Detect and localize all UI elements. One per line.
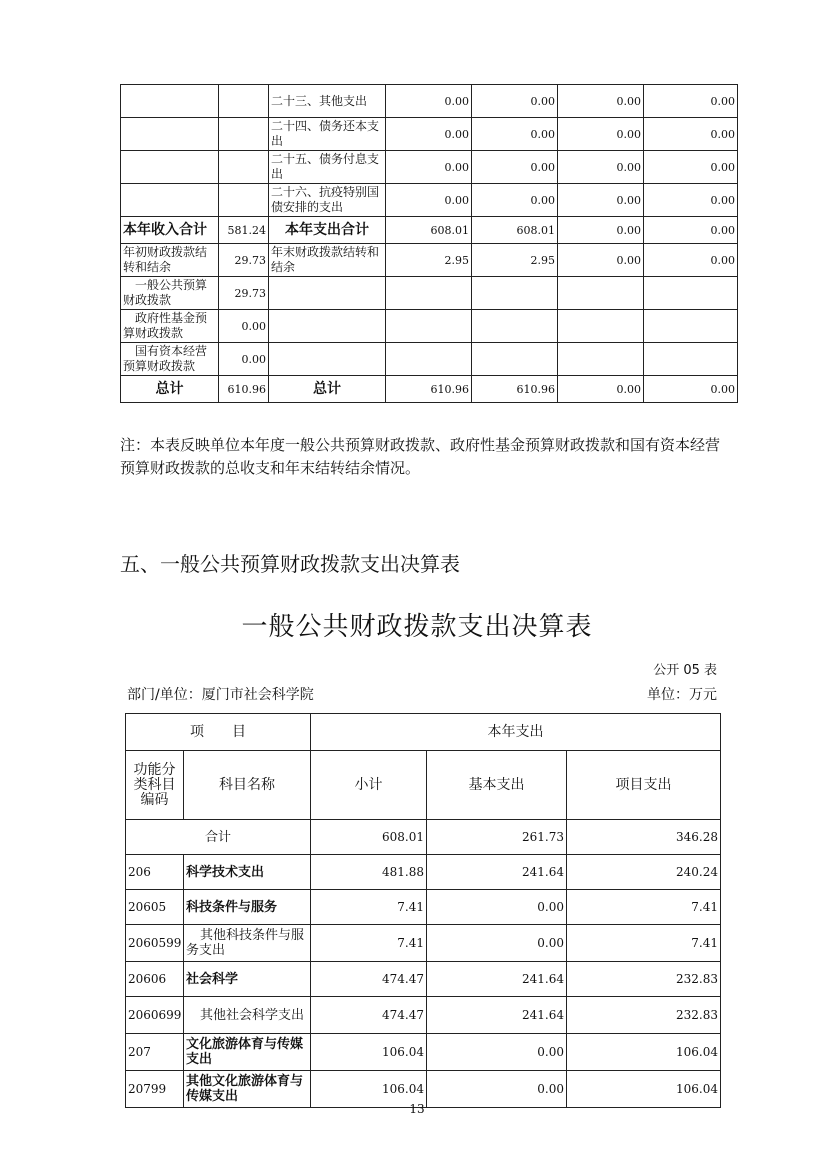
total-project: 346.28 xyxy=(567,820,721,855)
department-label: 部门/单位：厦门市社会科学院 xyxy=(127,687,314,703)
item-project: 232.83 xyxy=(567,997,721,1034)
table-row xyxy=(126,925,721,962)
item-code: 2060699 xyxy=(126,997,184,1034)
item-name: 科技条件与服务 xyxy=(184,890,311,925)
total-row xyxy=(126,820,721,855)
total-value: 0.00 xyxy=(386,184,472,217)
item-code: 206 xyxy=(126,855,184,890)
gov-fund-value: 0.00 xyxy=(558,118,644,151)
item-subtotal: 474.47 xyxy=(311,997,427,1034)
expense-item: 二十五、债务付息支出 xyxy=(269,151,386,184)
row-label: 总计 xyxy=(121,376,219,403)
header-project-expense: 项目支出 xyxy=(567,751,721,820)
row-label: 年初财政拨款结转和结余 xyxy=(121,244,219,277)
header-code: 功能分类科目编码 xyxy=(126,751,184,820)
item-name: 其他社会科学支出 xyxy=(184,997,311,1034)
row-label xyxy=(121,151,219,184)
row-label xyxy=(121,184,219,217)
expense-item: 本年支出合计 xyxy=(269,217,386,244)
row-label: 政府性基金预算财政拨款 xyxy=(121,310,219,343)
state-capital-value: 0.00 xyxy=(644,244,738,277)
page-number: 13 xyxy=(409,1102,425,1116)
gov-fund-value xyxy=(558,310,644,343)
item-subtotal: 7.41 xyxy=(311,925,427,962)
unit-label: 单位：万元 xyxy=(647,687,717,703)
general-budget-value: 2.95 xyxy=(472,244,558,277)
item-project: 7.41 xyxy=(567,925,721,962)
header-row xyxy=(126,714,721,751)
state-capital-value: 0.00 xyxy=(644,184,738,217)
expense-item: 年末财政拨款结转和结余 xyxy=(269,244,386,277)
item-subtotal: 481.88 xyxy=(311,855,427,890)
state-capital-value: 0.00 xyxy=(644,118,738,151)
state-capital-value: 0.00 xyxy=(644,376,738,403)
table-row xyxy=(121,118,738,151)
total-value xyxy=(386,310,472,343)
general-budget-value xyxy=(472,310,558,343)
item-project: 106.04 xyxy=(567,1034,721,1071)
table-row xyxy=(126,1034,721,1071)
expense-item xyxy=(269,310,386,343)
state-capital-value xyxy=(644,310,738,343)
general-budget-value: 0.00 xyxy=(472,118,558,151)
item-subtotal: 474.47 xyxy=(311,962,427,997)
item-name: 其他科技条件与服务支出 xyxy=(184,925,311,962)
total-value: 0.00 xyxy=(386,85,472,118)
state-capital-value: 0.00 xyxy=(644,151,738,184)
total-basic: 261.73 xyxy=(427,820,567,855)
header-basic: 基本支出 xyxy=(427,751,567,820)
item-subtotal: 106.04 xyxy=(311,1071,427,1108)
general-budget-value: 610.96 xyxy=(472,376,558,403)
item-code: 2060599 xyxy=(126,925,184,962)
general-budget-value: 0.00 xyxy=(472,184,558,217)
item-subtotal: 7.41 xyxy=(311,890,427,925)
table-row xyxy=(121,343,738,376)
item-name: 其他文化旅游体育与传媒支出 xyxy=(184,1071,311,1108)
income-value: 29.73 xyxy=(219,244,269,277)
gov-fund-value: 0.00 xyxy=(558,184,644,217)
item-basic: 0.00 xyxy=(427,925,567,962)
item-basic: 0.00 xyxy=(427,890,567,925)
income-value xyxy=(219,184,269,217)
table-note: 注：本表反映单位本年度一般公共预算财政拨款、政府性基金预算财政拨款和国有资本经营预算财政拨款的总收支和年末结转结余情况。 xyxy=(120,436,721,477)
expense-item: 二十三、其他支出 xyxy=(269,85,386,118)
header-project: 项 目 xyxy=(126,714,311,751)
item-basic: 0.00 xyxy=(427,1034,567,1071)
item-basic: 241.64 xyxy=(427,962,567,997)
gov-fund-value: 0.00 xyxy=(558,85,644,118)
income-value: 0.00 xyxy=(219,310,269,343)
total-label: 合计 xyxy=(126,820,311,855)
item-basic: 241.64 xyxy=(427,997,567,1034)
income-value: 29.73 xyxy=(219,277,269,310)
header-row xyxy=(126,751,721,820)
expense-item: 二十四、债务还本支出 xyxy=(269,118,386,151)
gov-fund-value: 0.00 xyxy=(558,217,644,244)
table-row xyxy=(121,217,738,244)
general-budget-value: 0.00 xyxy=(472,151,558,184)
expense-item xyxy=(269,343,386,376)
income-value: 610.96 xyxy=(219,376,269,403)
gov-fund-value: 0.00 xyxy=(558,244,644,277)
table-row xyxy=(126,997,721,1034)
total-value: 2.95 xyxy=(386,244,472,277)
table-row xyxy=(121,244,738,277)
item-project: 7.41 xyxy=(567,890,721,925)
item-name: 社会科学 xyxy=(184,962,311,997)
item-code: 20605 xyxy=(126,890,184,925)
total-value: 610.96 xyxy=(386,376,472,403)
table-row xyxy=(126,962,721,997)
section-title: 五、一般公共预算财政拨款支出决算表 xyxy=(120,552,460,576)
item-name: 科学技术支出 xyxy=(184,855,311,890)
expense-item: 二十六、抗疫特别国债安排的支出 xyxy=(269,184,386,217)
item-code: 20606 xyxy=(126,962,184,997)
total-value: 0.00 xyxy=(386,118,472,151)
expenditure-table xyxy=(125,713,721,1108)
table-row xyxy=(126,890,721,925)
row-label xyxy=(121,85,219,118)
item-code: 207 xyxy=(126,1034,184,1071)
general-budget-value: 0.00 xyxy=(472,85,558,118)
form-number: 公开 05 表 xyxy=(653,663,717,678)
income-value: 581.24 xyxy=(219,217,269,244)
total-value xyxy=(386,277,472,310)
table-row xyxy=(121,310,738,343)
table-row xyxy=(121,85,738,118)
item-code: 20799 xyxy=(126,1071,184,1108)
total-value: 608.01 xyxy=(386,217,472,244)
general-budget-value xyxy=(472,277,558,310)
table-row xyxy=(126,855,721,890)
total-value xyxy=(386,343,472,376)
item-subtotal: 106.04 xyxy=(311,1034,427,1071)
table-row xyxy=(121,277,738,310)
state-capital-value xyxy=(644,343,738,376)
total-subtotal: 608.01 xyxy=(311,820,427,855)
row-label: 本年收入合计 xyxy=(121,217,219,244)
header-name: 科目名称 xyxy=(184,751,311,820)
expense-item xyxy=(269,277,386,310)
total-value: 0.00 xyxy=(386,151,472,184)
item-basic: 0.00 xyxy=(427,1071,567,1108)
item-basic: 241.64 xyxy=(427,855,567,890)
item-name: 文化旅游体育与传媒支出 xyxy=(184,1034,311,1071)
gov-fund-value: 0.00 xyxy=(558,151,644,184)
table-row xyxy=(121,184,738,217)
row-label: 国有资本经营预算财政拨款 xyxy=(121,343,219,376)
table-row xyxy=(121,151,738,184)
state-capital-value: 0.00 xyxy=(644,217,738,244)
state-capital-value: 0.00 xyxy=(644,85,738,118)
income-value: 0.00 xyxy=(219,343,269,376)
general-budget-value: 608.01 xyxy=(472,217,558,244)
gov-fund-value xyxy=(558,343,644,376)
item-project: 232.83 xyxy=(567,962,721,997)
income-value xyxy=(219,118,269,151)
header-current-year: 本年支出 xyxy=(311,714,721,751)
header-subtotal: 小计 xyxy=(311,751,427,820)
item-project: 106.04 xyxy=(567,1071,721,1108)
gov-fund-value: 0.00 xyxy=(558,376,644,403)
item-project: 240.24 xyxy=(567,855,721,890)
state-capital-value xyxy=(644,277,738,310)
general-budget-value xyxy=(472,343,558,376)
row-label: 一般公共预算财政拨款 xyxy=(121,277,219,310)
row-label xyxy=(121,118,219,151)
table-title: 一般公共财政拨款支出决算表 xyxy=(241,612,593,642)
income-value xyxy=(219,85,269,118)
expense-item: 总计 xyxy=(269,376,386,403)
gov-fund-value xyxy=(558,277,644,310)
table-row xyxy=(121,376,738,403)
income-value xyxy=(219,151,269,184)
fiscal-summary-table xyxy=(120,84,738,403)
